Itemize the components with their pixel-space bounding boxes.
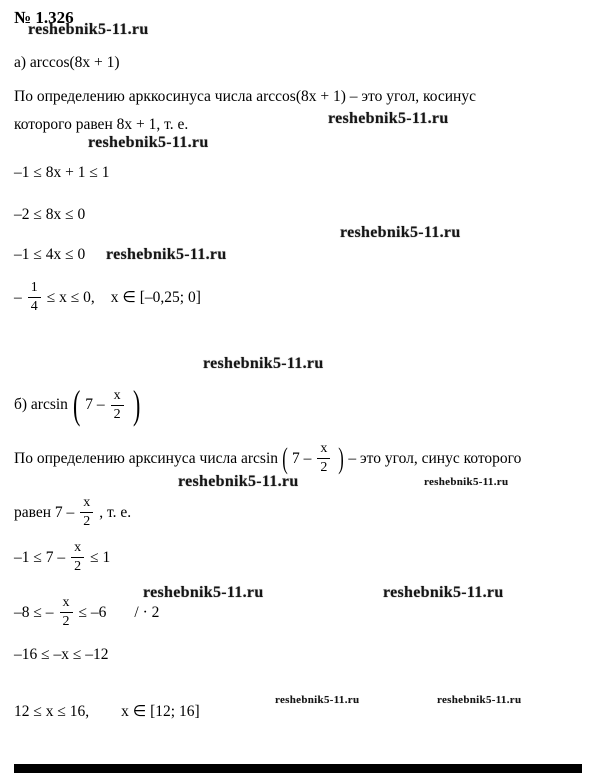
inequality-right: ≤ –6	[78, 603, 107, 621]
part-a-title: а) arccos(8x + 1)	[14, 54, 120, 71]
watermark: reshebnik5-11.ru	[340, 224, 461, 241]
fraction	[71, 541, 84, 574]
fraction-numerator: x	[111, 389, 124, 406]
watermark: reshebnik5-11.ru	[28, 21, 149, 38]
part-b-inequality-1	[14, 541, 110, 574]
part-b-definition-line2	[14, 496, 131, 529]
inequality-left: –8 ≤ –	[14, 603, 54, 621]
part-a-definition-line1: По определению арккосинуса числа arccos(8x + 1) – это угол, косинус	[14, 88, 476, 105]
right-paren: )	[338, 441, 345, 475]
watermark: reshebnik5-11.ru	[178, 473, 299, 490]
problem-number: № 1.326	[14, 8, 74, 27]
left-paren: (	[282, 441, 288, 475]
fraction-denominator: 2	[62, 614, 70, 629]
inequality-middle: ≤ x ≤ 0,	[46, 288, 95, 306]
fraction	[80, 496, 93, 529]
fraction-numerator: x	[317, 442, 330, 459]
multiply-note: / · 2	[134, 603, 160, 621]
fraction	[111, 389, 124, 422]
part-b-title	[14, 382, 143, 427]
watermark: reshebnik5-11.ru	[143, 584, 264, 601]
fraction-denominator: 2	[83, 514, 91, 529]
right-paren: )	[132, 382, 140, 427]
watermark: reshebnik5-11.ru	[437, 694, 522, 706]
left-paren: (	[72, 382, 81, 427]
part-a-inequality-4	[14, 281, 201, 314]
bottom-divider-bar	[14, 764, 582, 773]
fraction-denominator: 2	[113, 406, 121, 422]
interval-result: x ∈ [12; 16]	[121, 703, 200, 720]
fraction-numerator: x	[71, 541, 84, 558]
part-b-inequality-3: –16 ≤ –x ≤ –12	[14, 646, 109, 663]
watermark: reshebnik5-11.ru	[203, 355, 324, 372]
watermark: reshebnik5-11.ru	[383, 584, 504, 601]
expression-text: 7 –	[292, 449, 312, 467]
fraction	[28, 281, 41, 314]
part-b-title-text: б) arcsin	[14, 396, 68, 413]
part-b-definition-line1	[14, 442, 521, 475]
fraction-denominator: 2	[74, 559, 82, 574]
inequality-right: ≤ 1	[90, 548, 111, 566]
minus-sign: –	[14, 288, 22, 306]
fraction	[317, 442, 330, 475]
watermark: reshebnik5-11.ru	[328, 110, 449, 127]
watermark: reshebnik5-11.ru	[88, 134, 209, 151]
watermark: reshebnik5-11.ru	[424, 476, 509, 488]
watermark: reshebnik5-11.ru	[275, 694, 360, 706]
watermark: reshebnik5-11.ru	[106, 246, 227, 263]
interval-result: x ∈ [–0,25; 0]	[110, 289, 201, 306]
definition-text-cont: – это угол, синус которого	[348, 449, 522, 467]
part-a-inequality-3: –1 ≤ 4x ≤ 0	[14, 246, 86, 263]
fraction-numerator: x	[80, 496, 93, 513]
part-a-inequality-2: –2 ≤ 8x ≤ 0	[14, 206, 86, 223]
definition-text: равен 7 –	[14, 503, 75, 521]
inequality-main: 12 ≤ x ≤ 16,	[14, 702, 90, 720]
fraction-numerator: x	[60, 596, 73, 613]
inequality-left: –1 ≤ 7 –	[14, 548, 66, 566]
fraction-numerator: 1	[28, 281, 41, 298]
part-a-definition-line2: которого равен 8x + 1, т. е.	[14, 116, 189, 133]
part-a-inequality-1: –1 ≤ 8x + 1 ≤ 1	[14, 164, 110, 181]
definition-text: По определению арксинуса числа arcsin	[14, 449, 278, 467]
part-b-inequality-2	[14, 596, 159, 629]
expression-text: 7 –	[85, 396, 105, 413]
definition-text-cont: , т. е.	[99, 503, 132, 521]
fraction-denominator: 2	[320, 460, 328, 475]
part-b-inequality-4	[14, 702, 200, 721]
fraction	[60, 596, 73, 629]
fraction-denominator: 4	[30, 299, 38, 314]
